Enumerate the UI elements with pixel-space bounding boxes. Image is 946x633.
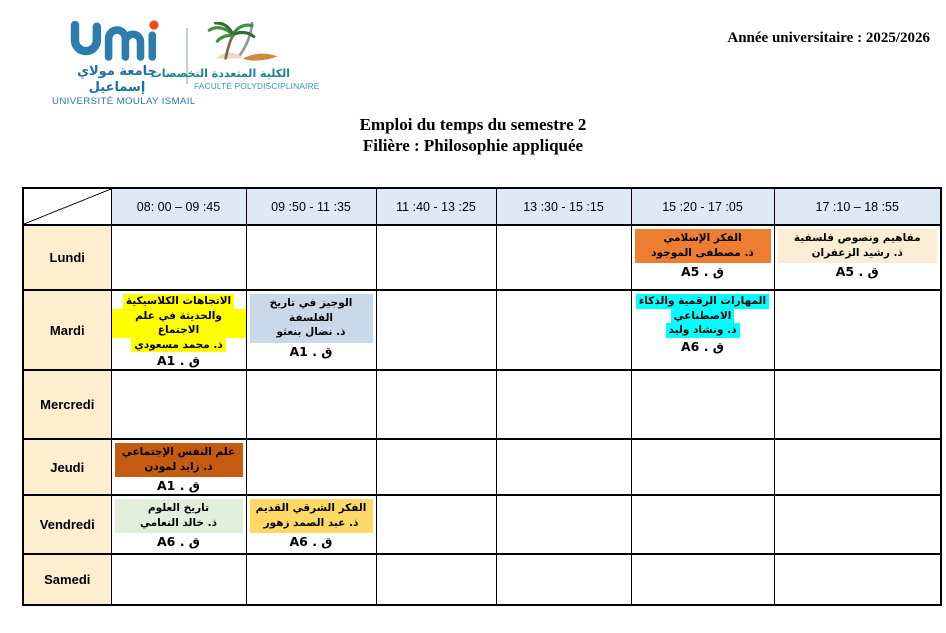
course-title: الفكر الإسلامي [663, 232, 742, 244]
course-entry [775, 226, 941, 280]
timetable-cell [496, 554, 631, 605]
timetable-cell [376, 439, 496, 495]
timetable-cell [246, 370, 376, 439]
time-slot-header: 11 :40 - 13 :25 [376, 188, 496, 225]
timetable-cell [246, 439, 376, 495]
room-label: ق . A5 [680, 264, 724, 279]
course-block [250, 499, 373, 533]
teacher-name: ذ. رشيد الزعفران [811, 246, 903, 259]
timetable-row [23, 290, 941, 370]
timetable-cell [496, 495, 631, 554]
timetable-cell [774, 554, 941, 605]
room-label: ق . A6 [680, 338, 724, 354]
timetable-cell [774, 370, 941, 439]
course-title: الاتجاهات الكلاسيكية [112, 294, 246, 309]
timetable-cell [111, 370, 246, 439]
umi-name-latin: UNIVERSITÉ MOULAY ISMAIL [52, 96, 196, 107]
palm-tree-icon [200, 22, 284, 62]
timetable-cell [496, 225, 631, 290]
timetable-cell [496, 290, 631, 370]
course-block [250, 294, 373, 343]
timetable-cell [111, 439, 246, 495]
room-label: ق . A6 [289, 534, 333, 549]
timetable-row [23, 439, 941, 495]
teacher-name: ذ. محمد مسعودي [112, 338, 246, 353]
timetable-cell [376, 225, 496, 290]
course-entry [112, 291, 246, 369]
day-label: Mercredi [23, 370, 111, 439]
time-slot-header: 08: 00 – 09 :45 [111, 188, 246, 225]
timetable-cell [774, 290, 941, 370]
teacher-name: ذ. نضال بنعثو [276, 326, 346, 338]
course-title: تاريخ العلوم [147, 502, 210, 514]
faculty-name-latin: FACULTÉ POLYDISCIPLINAIRE [194, 81, 320, 91]
timetable-cell [376, 495, 496, 554]
day-label: Lundi [23, 225, 111, 290]
timetable-row [23, 495, 941, 554]
timetable-cell [774, 225, 941, 290]
timetable-cell [246, 495, 376, 554]
timetable-cell [631, 290, 774, 370]
course-block [635, 229, 771, 263]
course-block [115, 443, 243, 477]
faculty-logo [150, 22, 320, 92]
course-block [112, 294, 246, 352]
page-title-line2: Filière : Philosophie appliquée [362, 136, 584, 155]
page-title-line1: Emploi du temps du semestre 2 [359, 115, 587, 134]
teacher-name: ذ. زايد لمودن [144, 460, 213, 473]
teacher-name: ذ. ونشاد وليد [632, 323, 774, 338]
course-title: مفاهيم ونصوص فلسفية [793, 232, 921, 244]
teacher-name: ذ. عبد الصمد زهور [263, 516, 359, 529]
timetable-cell [631, 554, 774, 605]
time-slot-header: 09 :50 - 11 :35 [246, 188, 376, 225]
timetable-row [23, 370, 941, 439]
timetable-cell [246, 554, 376, 605]
timetable-header-row [23, 188, 941, 225]
room-label: ق . A1 [156, 353, 200, 368]
timetable-cell [631, 439, 774, 495]
time-slot-header: 15 :20 - 17 :05 [631, 188, 774, 225]
course-title: الوجيز في تاريخ الفلسفة [269, 297, 353, 324]
day-label: Mardi [23, 290, 111, 370]
course-entry [632, 226, 774, 280]
timetable-cell [111, 495, 246, 554]
timetable-cell [631, 370, 774, 439]
umi-name-arabic: جامعة مولاي إسماعيل [77, 64, 157, 95]
room-label: ق . A5 [835, 264, 879, 279]
time-slot-header: 17 :10 – 18 :55 [774, 188, 941, 225]
timetable-row [23, 554, 941, 605]
timetable-cell [246, 290, 376, 370]
umi-logo-icon [61, 20, 173, 62]
course-entry [112, 496, 246, 550]
room-label: ق . A1 [289, 343, 333, 359]
course-block [632, 294, 774, 338]
teacher-name: ذ. خالد النعامي [139, 516, 218, 529]
academic-year-label: Année universitaire : 2025/2026 [727, 30, 930, 46]
teacher-name: ذ. مصطفى الموجود [651, 246, 754, 259]
course-entry [112, 440, 246, 494]
course-title: المهارات الرقمية والذكاء [632, 294, 774, 309]
course-entry [632, 291, 774, 355]
timetable-cell [496, 370, 631, 439]
day-label: Jeudi [23, 439, 111, 495]
room-label: ق . A1 [156, 478, 200, 493]
timetable-cell [496, 439, 631, 495]
course-title: الفكر الشرقي القديم [255, 502, 367, 514]
time-slot-header: 13 :30 - 15 :15 [496, 188, 631, 225]
timetable-row [23, 225, 941, 290]
timetable [22, 187, 942, 606]
timetable-cell [376, 554, 496, 605]
room-label: ق . A6 [156, 534, 200, 549]
timetable-cell [246, 225, 376, 290]
timetable-cell [631, 495, 774, 554]
timetable-cell [774, 439, 941, 495]
timetable-cell [376, 370, 496, 439]
day-label: Vendredi [23, 495, 111, 554]
course-title: علم النفس الإجتماعي [121, 446, 236, 458]
course-block [115, 499, 243, 533]
course-entry [247, 496, 376, 550]
timetable-container [22, 187, 942, 606]
umi-logo [52, 20, 196, 108]
day-label: Samedi [23, 554, 111, 605]
faculty-name-arabic: الكلية المتعددة التخصصات [150, 67, 290, 80]
timetable-cell [376, 290, 496, 370]
timetable-cell [111, 554, 246, 605]
course-entry [247, 291, 376, 360]
timetable-cell [111, 225, 246, 290]
page-title [0, 114, 946, 156]
timetable-cell [111, 290, 246, 370]
course-block [778, 229, 938, 263]
umi-i-dot [149, 20, 158, 29]
timetable-cell [631, 225, 774, 290]
corner-diagonal-cell [23, 188, 111, 225]
timetable-cell [774, 495, 941, 554]
course-title: الاصطناعي [632, 309, 774, 324]
course-title: والحديثة في علم الاجتماع [112, 309, 246, 338]
